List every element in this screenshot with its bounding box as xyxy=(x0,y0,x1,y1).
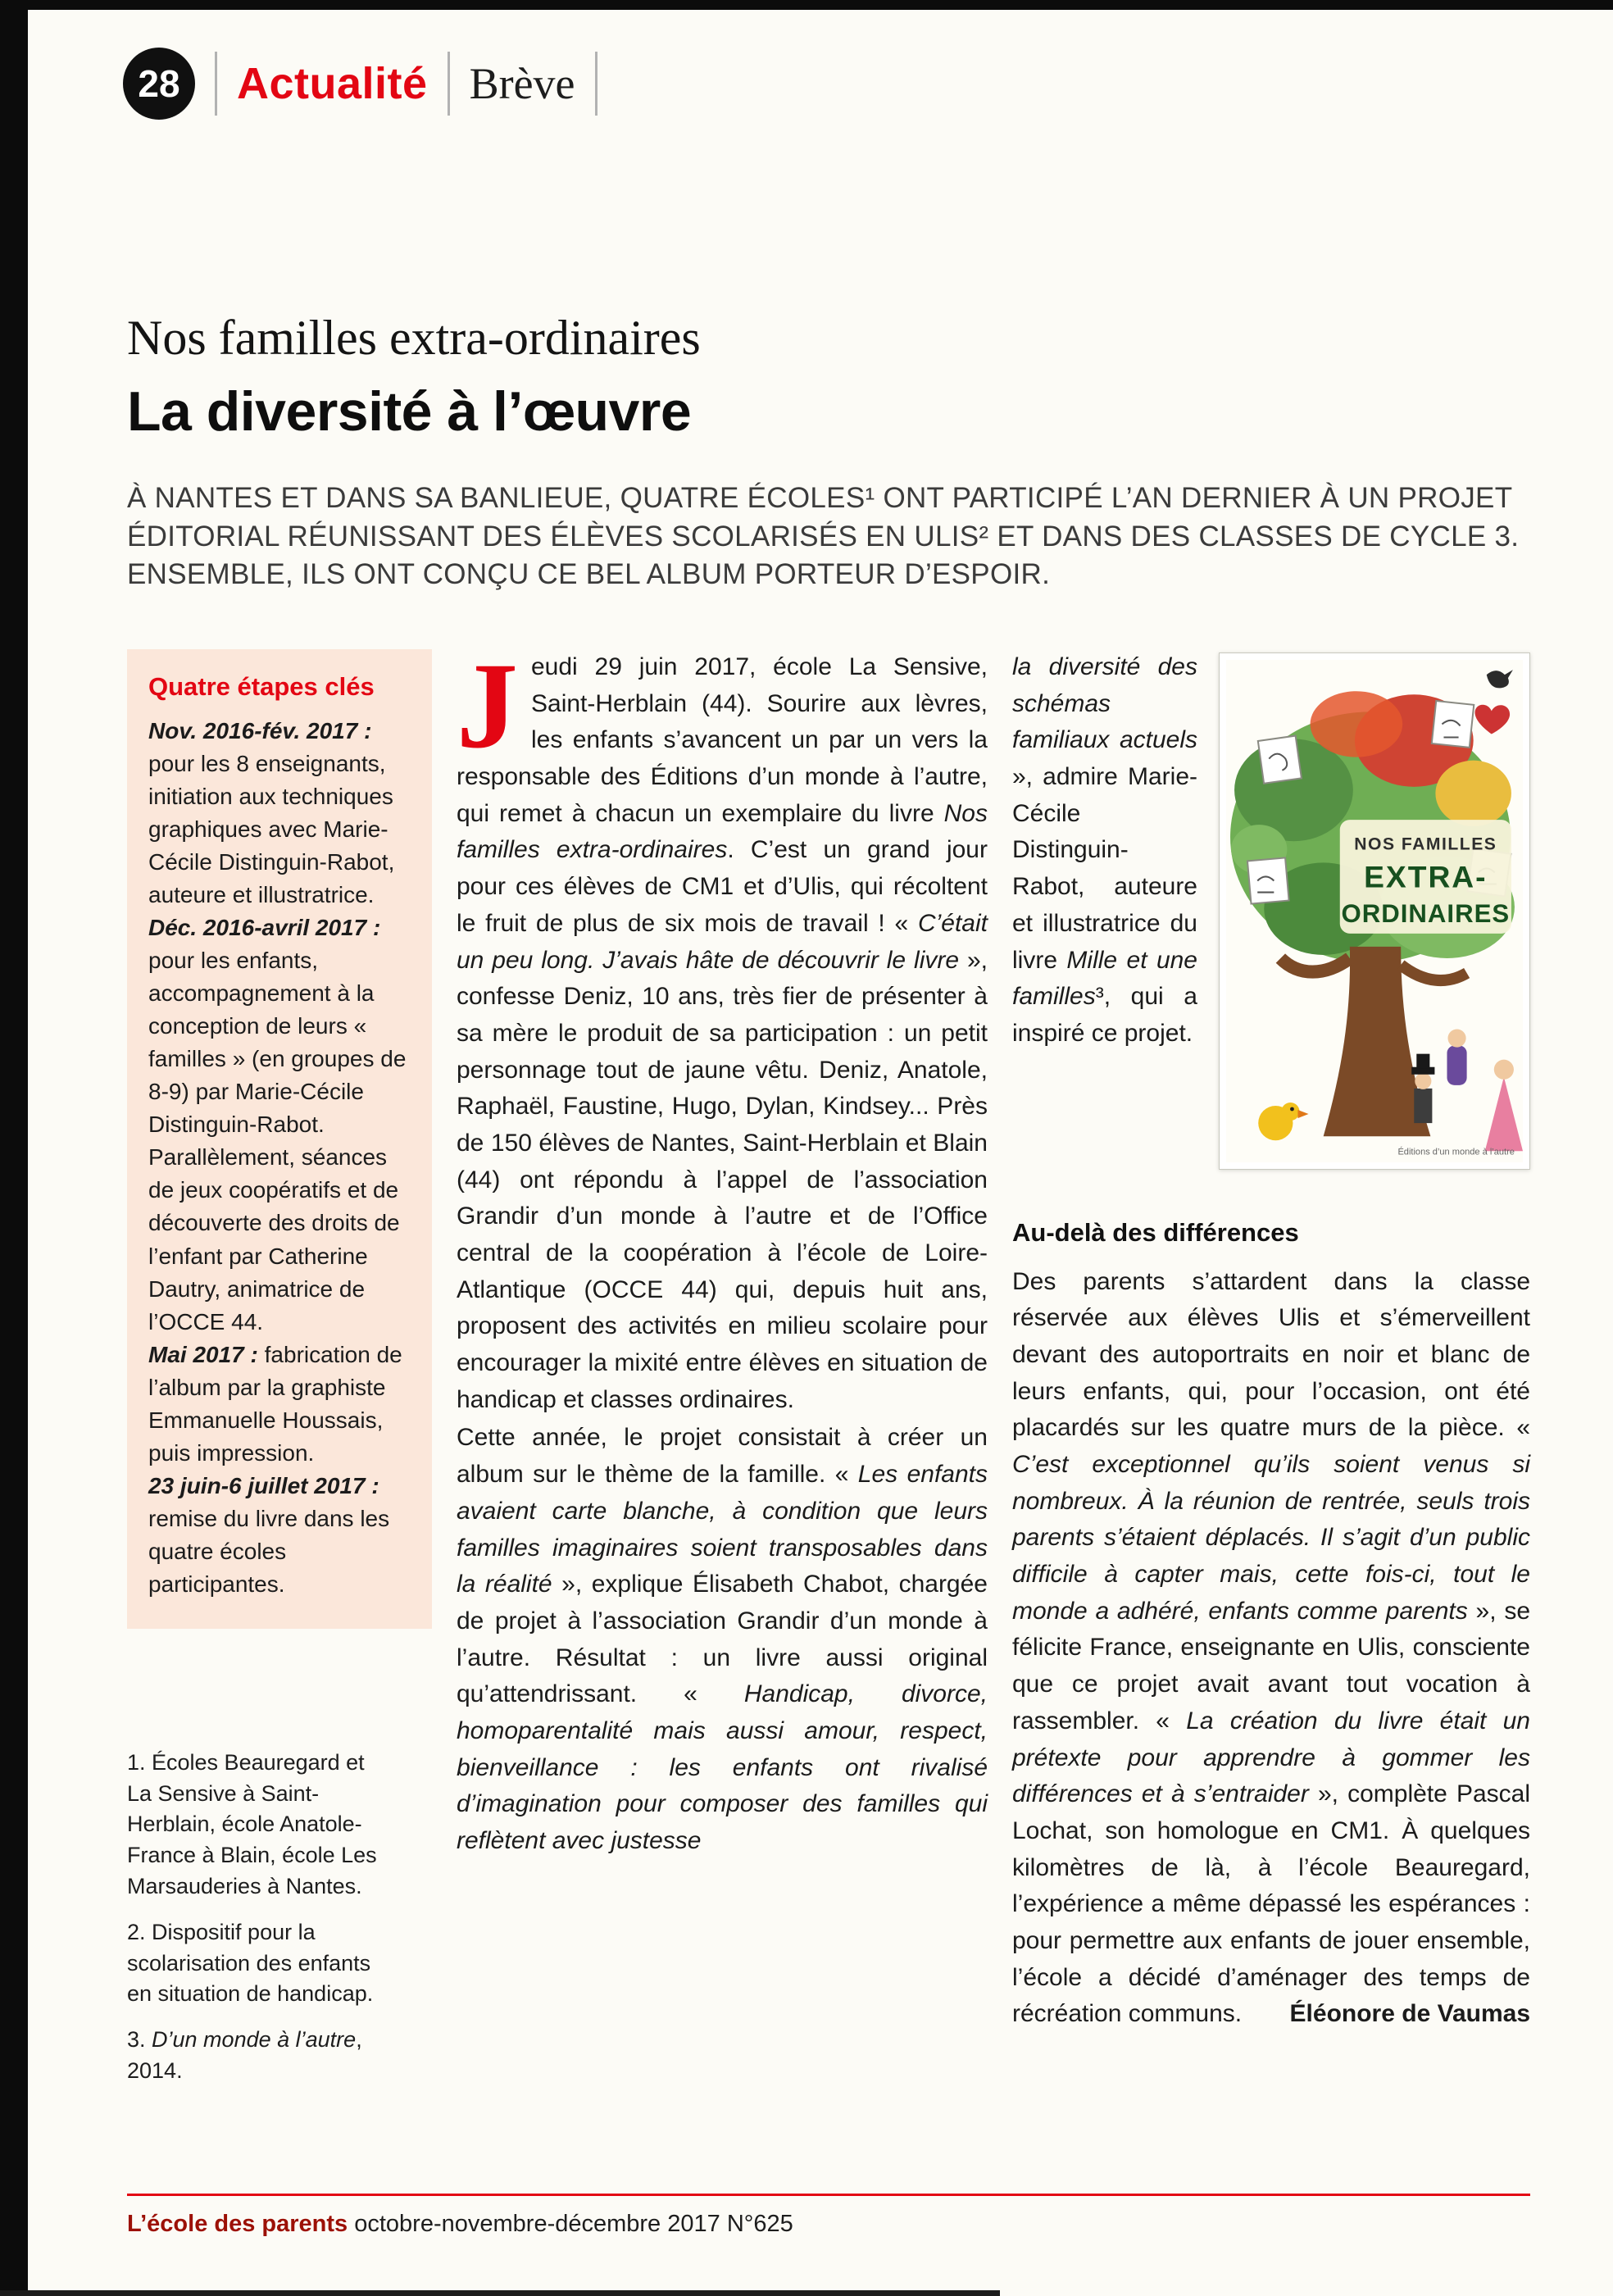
footer-rule xyxy=(127,2194,1530,2196)
article-body xyxy=(127,638,1531,2102)
key-step: 23 juin-6 juillet 2017 : remise du livre dans les quatre écoles participantes. xyxy=(148,1472,390,1597)
key-steps-box xyxy=(127,649,432,1629)
section-subhead: Au-delà des différences xyxy=(1012,1218,1299,1248)
issue-info: octobre-novembre-décembre 2017 N°625 xyxy=(348,2211,793,2237)
article-kicker: Nos familles extra-ordinaires xyxy=(127,311,701,365)
paragraph-text: Des parents s’attardent dans la classe réservée aux élèves Ulis et s’émerveillent devant des autoportraits en noir et blanc de leurs enfants, qui, pour l’occasion, ont été placardés sur les quatre murs de la pièce. « C’est exceptionnel qu’ils soient venus si nombreux. À la réunion de rentrée, seuls trois parents s’étaient déplacés. Il s’agit d’un public difficile à capter mais, cette fois-ci, tout le monde a adhéré, enfants comme parents », se félicite France, enseignante en Ulis, consciente que ce projet avait avant tout vocation à rassembler. « La création du livre était un prétexte pour apprendre à gommer les différences et à s’entraider », complète Pascal Lochat, son homologue en CM1. À quelques kilomètres de là, à l’école Beauregard, l’expérience a même dépassé les espérances : pour permettre aux enfants de jouer ensemble, l’école a décidé d’aménager des temps de récréation communs. xyxy=(1012,1267,1531,2028)
footnote: 2. Dispositif pour la scolarisation des enfants en situation de handicap. xyxy=(127,1919,374,2007)
page-footer xyxy=(127,2194,1530,2238)
key-step: Mai 2017 : fabrication de l’album par la graphiste Emmanuelle Houssais, puis impression. xyxy=(148,1341,402,1466)
middle-column xyxy=(457,638,988,2102)
cover-title xyxy=(1340,820,1511,934)
scan-edge-top xyxy=(0,0,1613,10)
footer-text xyxy=(127,2211,1530,2238)
rubric-label: Brève xyxy=(469,59,575,108)
key-step: Déc. 2016-avril 2017 : pour les enfants, accompagnement à la conception de leurs « familles » (en groupes de 8-9) par Marie-Cécile Distinguin-Rabot. Parallèlement, séances de jeux coopératifs et de découverte des droits de l’enfant par Catherine Dautry, animatrice de l’OCCE 44. xyxy=(148,915,407,1334)
article-paragraph xyxy=(457,638,988,1418)
paragraph-text: eudi 29 juin 2017, école La Sensive, Saint-Herblain (44). Sourire aux lèvres, les enfants s’avancent un par un vers la responsable des Éditions d’un monde à l’autre, qui remet à chacun un exemplaire du livre Nos familles extra-ordinaires. C’est un grand jour pour ces élèves de CM1 et d’Ulis, qui récoltent le fruit de plus de six mois de travail ! « C’était un peu long. J’avais hâte de découvrir le livre », confesse Deniz, 10 ans, très fier de présenter à sa mère le produit de sa participation : un petit personnage tout de jaune vêtu. Deniz, Anatole, Raphaël, Faustine, Hugo, Dylan, Kindsey... Près de 150 élèves de Nantes, Saint-Herblain et Blain (44) ont répondu à l’appel de l’association Grandir d’un monde à l’autre et de l’Office central de la coopération à l’école de Loire-Atlantique (OCCE 44) qui, depuis huit ans, proposent des activités en milieu scolaire pour encourager la mixité entre élèves en situation de handicap et classes ordinaires. xyxy=(457,653,988,1413)
paragraph-text: Cette année, le projet consistait à créer un album sur le thème de la famille. « Les enfants avaient carte blanche, à condition que leurs familles imaginaires soient transposables dans la réalité », explique Élisabeth Chabot, chargée de projet à l’association Grandir d’un monde à l’autre. Résultat : un livre aussi original qu’attendrissant. « Handicap, divorce, homoparentalité mais aussi amour, respect, bienveillance : les enfants ont rivalisé d’imagination pour composer des familles qui reflètent avec justesse xyxy=(457,1424,988,1854)
footnote: 1. Écoles Beauregard et La Sensive à Saint-Herblain, école Anatole-France à Blain, école Les Marsauderies à Nantes. xyxy=(127,1749,377,1899)
svg-text:ORDINAIRES: ORDINAIRES xyxy=(1341,898,1511,928)
divider xyxy=(595,52,597,116)
svg-text:EXTRA-: EXTRA- xyxy=(1364,859,1488,894)
scan-edge-left xyxy=(0,0,28,2296)
left-column xyxy=(127,649,432,2102)
paragraph-text: la diversité des schémas familiaux actuels », admire Marie-Cécile Distinguin-Rabot, auteure et illustratrice du livre Mille et une familles³, qui a inspiré ce projet. xyxy=(1012,653,1197,1047)
article-headline: La diversité à l’œuvre xyxy=(127,380,692,443)
book-cover xyxy=(1219,652,1530,1170)
divider xyxy=(448,52,450,116)
right-column xyxy=(1012,649,1530,2102)
scan-edge-bottom xyxy=(0,2290,1000,2296)
footnote: 3. D’un monde à l’autre, 2014. xyxy=(127,2027,362,2084)
book-cover-illustration xyxy=(1226,660,1523,1162)
svg-text:NOS FAMILLES: NOS FAMILLES xyxy=(1354,834,1497,854)
key-step: Nov. 2016-fév. 2017 : pour les 8 enseignants, initiation aux techniques graphiques avec Marie-Cécile Distinguin-Rabot, auteure et illustratrice. xyxy=(148,718,395,908)
page-number-badge: 28 xyxy=(123,48,195,120)
drop-cap: J xyxy=(457,638,518,774)
footnotes xyxy=(127,1748,385,2087)
divider xyxy=(215,52,217,116)
masthead xyxy=(123,46,617,121)
section-label: Actualité xyxy=(237,59,428,108)
key-steps-title: Quatre étapes clés xyxy=(148,672,375,701)
cover-publisher: Éditions d’un monde à l’autre xyxy=(1397,1147,1515,1157)
article-standfirst: À NANTES ET DANS SA BANLIEUE, QUATRE ÉCOLES¹ ONT PARTICIPÉ L’AN DERNIER À UN PROJET ÉDITORIAL RÉUNISSANT DES ÉLÈVES SCOLARISÉS EN ULIS² ET DANS DES CLASSES DE CYCLE 3. ENSEMBLE, ILS ONT CONÇU CE BEL ALBUM PORTEUR D’ESPOIR. xyxy=(127,482,1520,591)
byline: Éléonore de Vaumas xyxy=(1289,2000,1530,2028)
magazine-name: L’école des parents xyxy=(127,2211,348,2237)
title-block xyxy=(127,310,1530,594)
article-paragraph xyxy=(457,1420,988,1859)
article-paragraph xyxy=(1012,1264,1530,2033)
